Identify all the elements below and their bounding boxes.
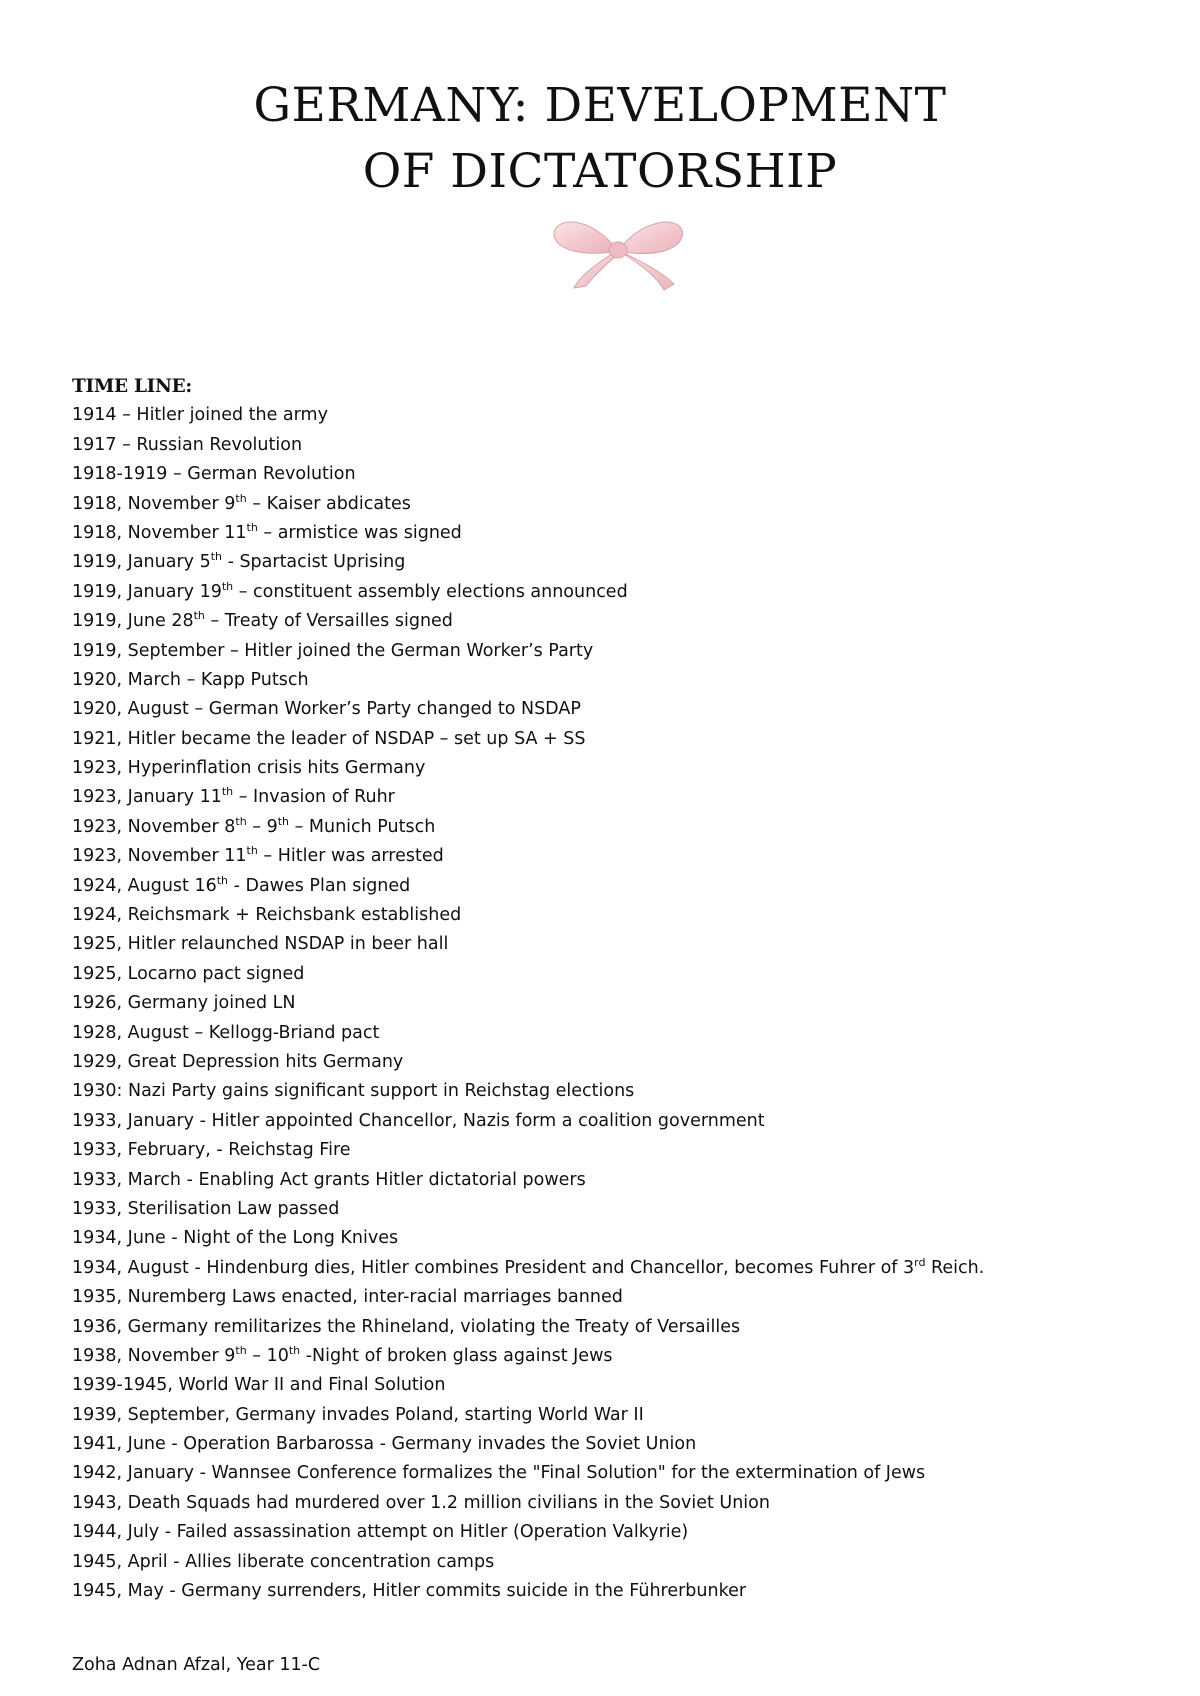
timeline-entry	[72, 842, 1152, 871]
timeline-entry	[72, 1518, 1152, 1547]
ordinal-suffix: rd	[914, 1255, 926, 1269]
timeline-entry	[72, 1459, 1152, 1488]
entry-text: 1938, November 9	[72, 1345, 236, 1366]
entry-text: 1934, June - Night of the Long Knives	[72, 1228, 399, 1249]
timeline-entry	[72, 1166, 1152, 1195]
ordinal-suffix: th	[235, 815, 247, 829]
timeline-entry	[72, 1224, 1152, 1253]
ordinal-suffix: th	[193, 609, 205, 623]
entry-text: 1920, August – German Worker’s Party changed to NSDAP	[72, 699, 581, 720]
timeline-entries	[72, 401, 1152, 1606]
timeline-heading: TIME LINE:	[72, 376, 192, 397]
timeline-entry	[72, 930, 1152, 959]
entry-text: 1936, Germany remilitarizes the Rhineland, violating the Treaty of Versailles	[72, 1316, 741, 1337]
timeline-entry	[72, 989, 1152, 1018]
ordinal-suffix: th	[277, 815, 290, 829]
entry-text: 1945, April - Allies liberate concentration camps	[72, 1551, 495, 1572]
timeline-entry	[72, 725, 1152, 754]
ordinal-suffix: th	[235, 491, 247, 505]
entry-text: – Hitler was arrested	[257, 846, 444, 867]
timeline-entry	[72, 1107, 1152, 1136]
entry-text: 1918, November 11	[72, 522, 247, 543]
entry-text: 1933, January - Hitler appointed Chancellor, Nazis form a coalition government	[72, 1110, 765, 1131]
entry-text: 1924, Reichsmark + Reichsbank established	[72, 905, 462, 926]
timeline-entry	[72, 1577, 1152, 1606]
timeline-entry	[72, 872, 1152, 901]
entry-text: 1942, January - Wannsee Conference formalizes the "Final Solution" for the extermination of Jews	[72, 1463, 926, 1484]
ordinal-suffix: th	[221, 785, 234, 799]
entry-text: 1919, September – Hitler joined the German Worker’s Party	[72, 640, 594, 661]
timeline-entry	[72, 695, 1152, 724]
entry-text: 1939, September, Germany invades Poland, starting World War II	[72, 1404, 644, 1425]
entry-text: – Kaiser abdicates	[246, 493, 411, 514]
entry-text: 1919, January 19	[72, 581, 222, 602]
entry-text: 1943, Death Squads had murdered over 1.2 million civilians in the Soviet Union	[72, 1492, 770, 1513]
entry-text: 1923, November 8	[72, 816, 236, 837]
entry-text: – 9	[246, 816, 278, 837]
ordinal-suffix: th	[235, 1344, 247, 1358]
entry-text: 1933, February, - Reichstag Fire	[72, 1140, 351, 1161]
entry-text: 1933, Sterilisation Law passed	[72, 1198, 340, 1219]
entry-text: – Treaty of Versailles signed	[204, 611, 453, 632]
timeline-entry	[72, 1548, 1152, 1577]
timeline-entry	[72, 1401, 1152, 1430]
entry-text: 1935, Nuremberg Laws enacted, inter-racial marriages banned	[72, 1287, 623, 1308]
entry-text: – constituent assembly elections announced	[233, 581, 628, 602]
timeline-entry	[72, 783, 1152, 812]
entry-text: 1934, August - Hindenburg dies, Hitler combines President and Chancellor, becomes Fuhrer of 3	[72, 1257, 915, 1278]
timeline-entry	[72, 431, 1152, 460]
ordinal-suffix: th	[216, 873, 229, 887]
timeline-entry	[72, 666, 1152, 695]
timeline-entry	[72, 607, 1152, 636]
bow-icon	[544, 210, 692, 292]
entry-text: 1921, Hitler became the leader of NSDAP – set up SA + SS	[72, 728, 586, 749]
author-footer: Zoha Adnan Afzal, Year 11-C	[72, 1655, 321, 1675]
entry-text: 1939-1945, World War II and Final Solution	[72, 1375, 446, 1396]
entry-text: 1914 – Hitler joined the army	[72, 405, 328, 426]
ordinal-suffix: th	[288, 1344, 301, 1358]
timeline-entry	[72, 1283, 1152, 1312]
timeline-entry	[72, 1019, 1152, 1048]
timeline-entry	[72, 637, 1152, 666]
timeline-entry	[72, 1489, 1152, 1518]
timeline-entry	[72, 1048, 1152, 1077]
entry-text: 1933, March - Enabling Act grants Hitler dictatorial powers	[72, 1169, 586, 1190]
document-title-line-1: GERMANY: DEVELOPMENT	[253, 78, 947, 133]
timeline-entry	[72, 1342, 1152, 1371]
entry-text: – Munich Putsch	[289, 816, 436, 837]
document-title-line-2: OF DICTATORSHIP	[362, 144, 838, 199]
timeline-entry	[72, 1430, 1152, 1459]
timeline-entry	[72, 401, 1152, 430]
entry-text: 1924, August 16	[72, 875, 217, 896]
entry-text: – 10	[246, 1345, 289, 1366]
timeline-entry	[72, 960, 1152, 989]
timeline-entry	[72, 1136, 1152, 1165]
entry-text: -Night of broken glass against Jews	[300, 1345, 613, 1366]
entry-text: Reich.	[925, 1257, 985, 1278]
entry-text: 1920, March – Kapp Putsch	[72, 669, 309, 690]
timeline-entry	[72, 1195, 1152, 1224]
timeline-entry	[72, 578, 1152, 607]
entry-text: 1929, Great Depression hits Germany	[72, 1051, 404, 1072]
entry-text: – armistice was signed	[257, 522, 462, 543]
entry-text: – Invasion of Ruhr	[233, 787, 395, 808]
entry-text: 1944, July - Failed assassination attempt on Hitler (Operation Valkyrie)	[72, 1522, 689, 1543]
timeline-entry	[72, 1254, 1152, 1283]
timeline-entry	[72, 813, 1152, 842]
entry-text: 1925, Hitler relaunched NSDAP in beer hall	[72, 934, 449, 955]
entry-text: 1923, January 11	[72, 787, 222, 808]
ordinal-suffix: th	[221, 579, 234, 593]
timeline-entry	[72, 548, 1152, 577]
ordinal-suffix: th	[210, 550, 222, 564]
entry-text: 1918-1919 – German Revolution	[72, 464, 356, 485]
timeline-entry	[72, 460, 1152, 489]
entry-text: 1926, Germany joined LN	[72, 993, 296, 1014]
timeline-entry	[72, 754, 1152, 783]
entry-text: 1923, Hyperinflation crisis hits Germany	[72, 758, 426, 779]
entry-text: 1930: Nazi Party gains significant support in Reichstag elections	[72, 1081, 635, 1102]
entry-text: 1919, June 28	[72, 611, 194, 632]
ordinal-suffix: th	[246, 844, 258, 858]
entry-text: 1923, November 11	[72, 846, 247, 867]
timeline-entry	[72, 519, 1152, 548]
entry-text: 1945, May - Germany surrenders, Hitler commits suicide in the Führerbunker	[72, 1581, 747, 1602]
entry-text: 1928, August – Kellogg-Briand pact	[72, 1022, 380, 1043]
timeline-entry	[72, 901, 1152, 930]
entry-text: 1919, January 5	[72, 552, 211, 573]
entry-text: - Dawes Plan signed	[228, 875, 411, 896]
timeline-entry	[72, 1371, 1152, 1400]
timeline-entry	[72, 1313, 1152, 1342]
ordinal-suffix: th	[246, 521, 258, 535]
timeline	[72, 372, 1152, 1606]
entry-text: - Spartacist Uprising	[222, 552, 406, 573]
entry-text: 1917 – Russian Revolution	[72, 434, 303, 455]
entry-text: 1941, June - Operation Barbarossa - Germany invades the Soviet Union	[72, 1434, 697, 1455]
timeline-entry	[72, 490, 1152, 519]
entry-text: 1925, Locarno pact signed	[72, 963, 305, 984]
timeline-entry	[72, 1077, 1152, 1106]
entry-text: 1918, November 9	[72, 493, 236, 514]
